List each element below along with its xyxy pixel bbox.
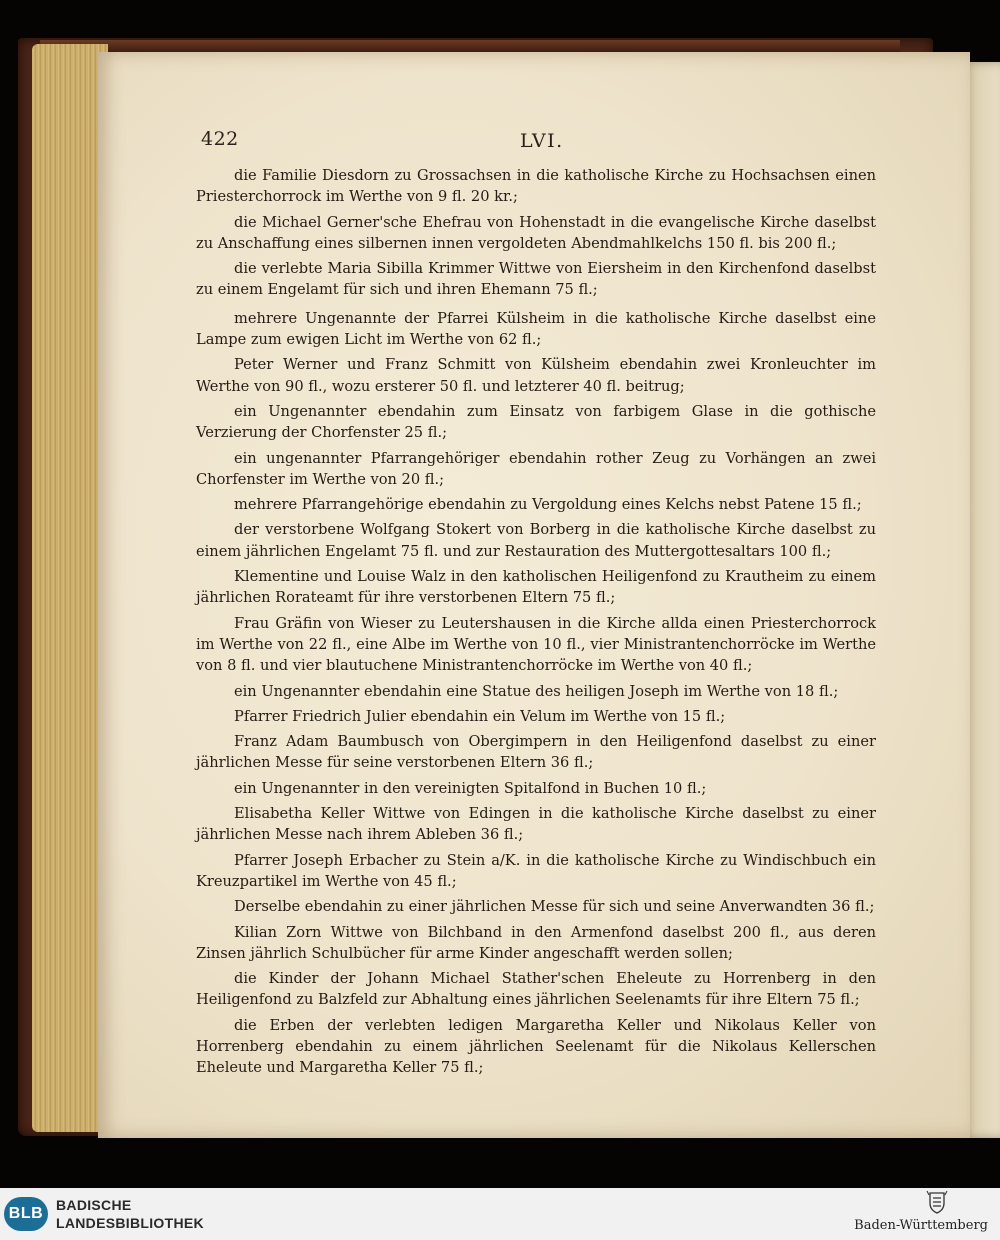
paragraph: mehrere Pfarrangehörige ebendahin zu Vergoldung eines Kelchs nebst Patene 15 fl.; [234,496,862,514]
page-text [196,165,876,1083]
paragraph: Kilian Zorn Wittwe von Bilchband in den Armenfond daselbst 200 fl., aus deren Zinsen jährlich Schulbücher für arme Kinder angeschafft werden sollen; [196,923,876,962]
paragraph: ein Ungenannter ebendahin eine Statue des heiligen Joseph im Werthe von 18 fl.; [234,682,839,700]
page-number: 422 [201,128,239,150]
paragraph: die verlebte Maria Sibilla Krimmer Wittwe von Eiersheim in den Kirchenfond daselbst zu einem Engelamt für sich und ihren Ehemann 75 fl.; [196,260,876,299]
paragraph: Pfarrer Friedrich Julier ebendahin ein Velum im Werthe von 15 fl.; [234,707,726,725]
paragraph: die Kinder der Johann Michael Stather'schen Eheleute zu Horrenberg in den Heiligenfond zu Balzfeld zur Abhaltung eines jährlichen Seelenamts für ihre Eltern 75 fl.; [196,970,876,1009]
paragraph: ein Ungenannter in den vereinigten Spitalfond in Buchen 10 fl.; [234,779,707,797]
paragraph: Pfarrer Joseph Erbacher zu Stein a/K. in die katholische Kirche zu Windischbuch ein Kreuzpartikel im Werthe von 45 fl.; [196,851,876,890]
library-name-line2: LANDESBIBLIOTHEK [56,1215,204,1231]
book-cover-top-edge [40,40,900,52]
paragraph: ein Ungenannter ebendahin zum Einsatz von farbigem Glase in die gothische Verzierung der Chorfenster 25 fl.; [196,402,876,442]
paragraph: Franz Adam Baumbusch von Obergimpern in den Heiligenfond daselbst zu einer jährlichen Messe für seine verstorbenen Eltern 36 fl.; [196,733,876,772]
library-name-line1: BADISCHE [56,1197,132,1213]
paragraph: Peter Werner und Franz Schmitt von Külsheim ebendahin zwei Kronleuchter im Werthe von 90 fl., wozu ersterer 50 fl. und letzterer 40 fl. beitrug; [196,356,876,395]
state-label: Baden-Württemberg [854,1218,988,1233]
paragraph: die Familie Diesdorn zu Grossachsen in die katholische Kirche zu Hochsachsen einen Priesterchorrock im Werthe von 9 fl. 20 kr.; [196,167,876,206]
running-head: LVI. [520,130,564,152]
paragraph: Klementine und Louise Walz in den katholischen Heiligenfond zu Krautheim zu einem jährlichen Rorateamt für ihre verstorbenen Eltern 75 fl.; [196,568,876,607]
coat-of-arms-icon [924,1190,950,1214]
paragraph: die Michael Gerner'sche Ehefrau von Hohenstadt in die evangelische Kirche daselbst zu Anschaffung eines silbernen innen vergoldeten Abendmahlkelchs 150 fl. bis 200 fl.; [196,213,876,252]
blb-logo[interactable]: BLB [4,1197,48,1231]
paragraph: ein ungenannter Pfarrangehöriger ebendahin rother Zeug zu Vorhängen an zwei Chorfenster im Werthe von 20 fl.; [196,449,876,488]
paragraph: Derselbe ebendahin zu einer jährlichen Messe für sich und seine Anverwandten 36 fl.; [234,898,875,916]
paragraph: die Erben der verlebten ledigen Margaretha Keller und Nikolaus Keller von Horrenberg ebendahin zu einem jährlichen Seelenamt für die Nikolaus Kellerschen Eheleute und Margaretha Keller 75 fl.; [196,1016,876,1077]
library-footer-bar [0,1188,1000,1240]
paragraph: der verstorbene Wolfgang Stokert von Borberg in die katholische Kirche daselbst zu einem jährlichen Engelamt 75 fl. und zur Restauration des Muttergottesaltars 100 fl.; [196,521,876,560]
paragraph: mehrere Ungenannte der Pfarrei Külsheim in die katholische Kirche daselbst eine Lampe zum ewigen Licht im Werthe von 62 fl.; [196,309,876,349]
page-edges [32,44,108,1132]
paragraph: Elisabetha Keller Wittwe von Edingen in die katholische Kirche daselbst zu einer jährlichen Messe nach ihrem Ableben 36 fl.; [196,805,876,844]
paragraph: Frau Gräfin von Wieser zu Leutershausen in die Kirche allda einen Priesterchorrock im Werthe von 22 fl., eine Albe im Werthe von 10 fl., vier Ministrantenchorröcke im Werthe von 8 fl. und vier blautuchene Ministrantenchorröcke im Werthe von 40 fl.; [196,614,876,675]
